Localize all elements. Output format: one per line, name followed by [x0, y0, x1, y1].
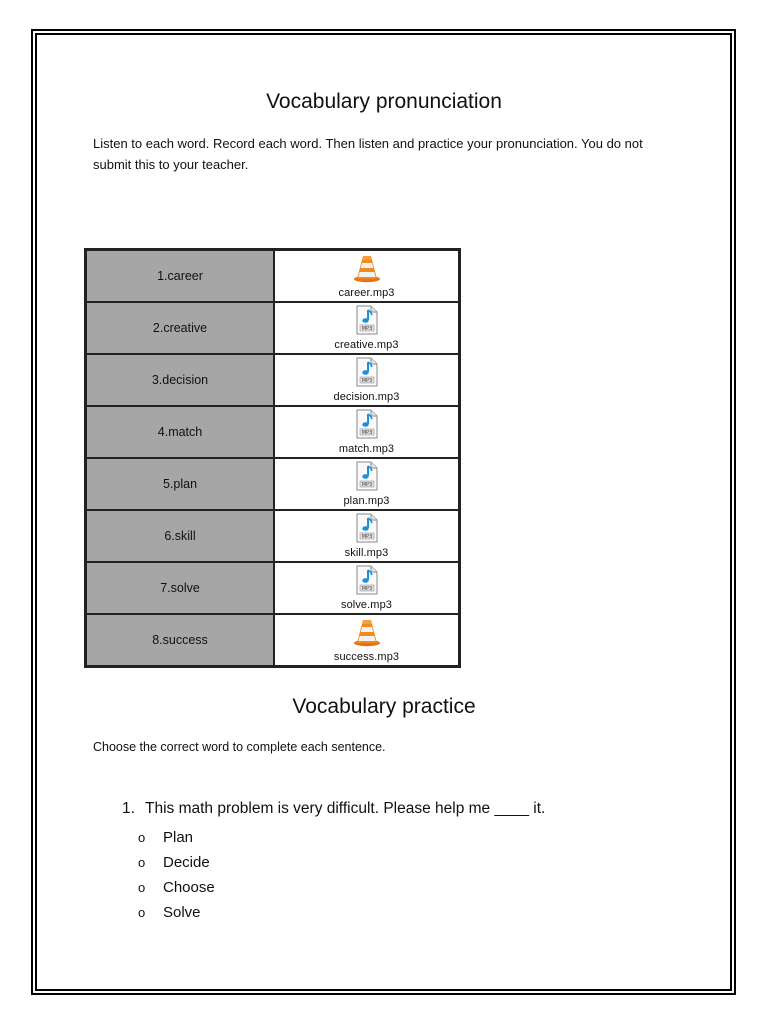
option-label: Solve	[163, 904, 201, 921]
svg-text:MP3: MP3	[361, 482, 372, 488]
vocab-word: 7.solve	[86, 562, 274, 614]
option-bullet: o	[138, 855, 146, 870]
vocab-word: 3.decision	[86, 354, 274, 406]
audio-file-link[interactable]	[275, 407, 458, 455]
svg-text:MP3: MP3	[361, 378, 372, 384]
audio-file-cell[interactable]	[274, 354, 459, 406]
vocabulary-audio-table	[84, 248, 461, 668]
vlc-cone-icon	[352, 617, 382, 650]
audio-file-cell[interactable]	[274, 406, 459, 458]
answer-options	[138, 825, 215, 925]
audio-file-name: plan.mp3	[343, 495, 390, 507]
table-row	[86, 250, 459, 302]
mp3-file-icon	[354, 409, 380, 442]
option-label: Choose	[163, 879, 215, 896]
audio-file-link[interactable]	[275, 615, 458, 663]
table-row	[86, 614, 459, 666]
page-title: Vocabulary pronunciation	[266, 90, 502, 113]
option-item[interactable]	[138, 875, 215, 900]
audio-file-name: success.mp3	[333, 651, 400, 663]
option-bullet: o	[138, 905, 146, 920]
question-1	[122, 800, 545, 818]
option-label: Decide	[163, 854, 210, 871]
audio-file-cell[interactable]	[274, 510, 459, 562]
audio-file-name: match.mp3	[338, 443, 395, 455]
mp3-file-icon	[354, 461, 380, 494]
audio-file-link[interactable]	[275, 563, 458, 611]
vocab-word: 8.success	[86, 614, 274, 666]
audio-file-link[interactable]	[275, 251, 458, 299]
option-item[interactable]	[138, 850, 215, 875]
audio-file-cell[interactable]	[274, 562, 459, 614]
vocab-word: 2.creative	[86, 302, 274, 354]
svg-text:MP3: MP3	[361, 430, 372, 436]
mp3-file-icon	[354, 305, 380, 338]
mp3-file-icon	[354, 565, 380, 598]
vocab-word: 4.match	[86, 406, 274, 458]
audio-file-name: solve.mp3	[340, 599, 393, 611]
vocab-word: 1.career	[86, 250, 274, 302]
table-row	[86, 562, 459, 614]
audio-file-name: decision.mp3	[333, 391, 400, 403]
table-row	[86, 406, 459, 458]
vocab-word: 6.skill	[86, 510, 274, 562]
option-bullet: o	[138, 830, 146, 845]
option-item[interactable]	[138, 825, 215, 850]
svg-text:MP3: MP3	[361, 534, 372, 540]
mp3-file-icon	[354, 357, 380, 390]
svg-text:MP3: MP3	[361, 586, 372, 592]
audio-file-name: career.mp3	[338, 287, 395, 299]
audio-file-cell[interactable]	[274, 302, 459, 354]
audio-file-link[interactable]	[275, 355, 458, 403]
svg-text:MP3: MP3	[361, 326, 372, 332]
question-number: 1.	[122, 800, 135, 817]
option-item[interactable]	[138, 900, 215, 925]
vlc-cone-icon	[352, 253, 382, 286]
practice-instructions: Choose the correct word to complete each sentence.	[93, 740, 386, 754]
option-label: Plan	[163, 829, 194, 846]
question-text: This math problem is very difficult. Please help me ____ it.	[145, 800, 546, 817]
table-row	[86, 302, 459, 354]
table-row	[86, 510, 459, 562]
audio-file-name: creative.mp3	[334, 339, 399, 351]
pronunciation-instructions: Listen to each word. Record each word. Then listen and practice your pronunciation. You do not submit this to your teacher.	[93, 136, 643, 172]
practice-title: Vocabulary practice	[292, 695, 476, 718]
table-row	[86, 458, 459, 510]
mp3-file-icon	[354, 513, 380, 546]
table-row	[86, 354, 459, 406]
audio-file-link[interactable]	[275, 511, 458, 559]
audio-file-link[interactable]	[275, 459, 458, 507]
audio-file-link[interactable]	[275, 303, 458, 351]
audio-file-cell[interactable]	[274, 614, 459, 666]
audio-file-cell[interactable]	[274, 458, 459, 510]
vocab-word: 5.plan	[86, 458, 274, 510]
audio-file-name: skill.mp3	[344, 547, 389, 559]
audio-file-cell[interactable]	[274, 250, 459, 302]
option-bullet: o	[138, 880, 146, 895]
